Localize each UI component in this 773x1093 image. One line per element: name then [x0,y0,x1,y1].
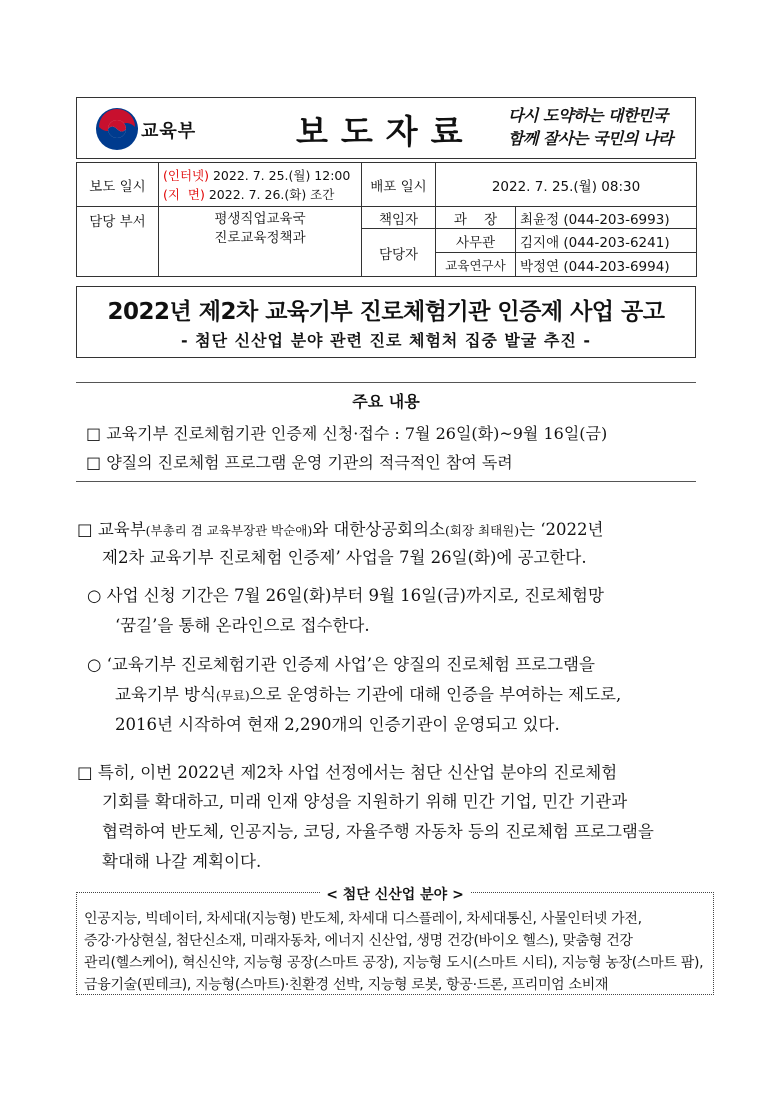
tech-field-line-3: 관리(헬스케어), 혁신신약, 지능형 공장(스마트 공장), 지능형 도시(스마트 시티), 지능형 농장(스마트 팜), [84,955,704,971]
p1-text-d: (회장 최태원) [445,523,520,538]
release-info-table [76,162,697,277]
paragraph-3-line-2 [115,681,621,705]
responsible-label: 책임자 [362,207,436,229]
summary-item-2: □ 양질의 진로체험 프로그램 운영 기관의 적극적인 참여 독려 [86,453,513,472]
internet-tag: (인터넷) [163,167,209,183]
distribution-date: 2022. 7. 25.(월) 08:30 [436,163,697,207]
paragraph-2-line-1: ○ 사업 신청 기간은 7월 26일(화)부터 9월 16일(금)까지로, 진로체험망 [87,586,604,605]
tech-field-title-text: < 첨단 신산업 분야 > [320,887,470,903]
summary-item-1: □ 교육기부 진로체험기관 인증제 신청·접수 : 7월 26일(화)~9월 16일(금) [86,424,608,443]
summary-bottom-divider [76,481,696,482]
paragraph-4-line-2: 기회를 확대하고, 미래 인재 양성을 지원하기 위해 민간 기업, 민간 기관과 [102,792,628,811]
p3-text-c: 으로 운영하는 기관에 대해 인증을 부여하는 제도로, [249,685,622,704]
internet-date: 2022. 7. 25.(월) 12:00 [212,167,351,183]
contact-name-1: 최윤정 (044-203-6993) [516,207,697,229]
p3-text-a: 교육기부 방식 [115,685,216,704]
summary-title: 주요 내용 [352,392,420,411]
contact-title-2: 사무관 [436,229,516,253]
p1-text-a: □ 교육부 [77,520,146,539]
contact-title-3: 교육연구사 [436,253,516,277]
slogan-line-2: 함께 잘사는 국민의 나라 [508,129,673,148]
tech-field-line-2: 증강·가상현실, 첨단신소재, 미래자동차, 에너지 신산업, 생명 건강(바이오 헬스), 맞춤형 건강 [84,933,633,949]
contact-name-2: 김지애 (044-203-6241) [516,229,697,253]
paragraph-4-line-1: □ 특히, 이번 2022년 제2차 사업 선정에서는 첨단 신산업 분야의 진로체험 [77,763,618,782]
dept-name [159,207,362,277]
p3-text-b: (무료) [215,688,250,703]
contact-title-1: 과 장 [436,207,516,229]
paragraph-4-line-4: 확대해 나갈 계획이다. [102,852,262,871]
paragraph-3-line-1: ○ ‘교육기부 진로체험기관 인증제 사업’은 양질의 진로체험 프로그램을 [87,655,595,674]
tech-field-line-1: 인공지능, 빅데이터, 차세대(지능형) 반도체, 차세대 디스플레이, 차세대통신, 사물인터넷 가전, [84,911,642,927]
subheadline: - 첨단 신산업 분야 관련 진로 체험처 집중 발굴 추진 - [180,331,592,350]
release-date-label: 보도 일시 [77,163,159,207]
dept-line-1: 평생직업교육국 [214,211,306,227]
dept-label: 담당 부서 [77,207,159,277]
contact-label: 담당자 [362,229,436,277]
dept-line-2: 진로교육정책과 [214,230,306,246]
paragraph-1-line-1 [77,516,603,540]
paragraph-1-line-2: 제2차 교육기부 진로체험 인증제’ 사업을 7월 26일(화)에 공고한다. [102,548,587,567]
p1-text-c: 와 대한상공회의소 [312,520,445,539]
slogan-line-1: 다시 도약하는 대한민국 [508,106,668,125]
paper-tag: (지 면) [163,186,205,202]
summary-top-divider [76,382,696,383]
tech-field-title [76,884,714,904]
distribution-label: 배포 일시 [362,163,436,207]
ministry-name: 교육부 [141,121,197,142]
release-dates [159,163,362,207]
p1-text-e: 는 ‘2022년 [519,520,604,539]
contact-name-3: 박정연 (044-203-6994) [516,253,697,277]
p1-text-b: (부총리 겸 교육부장관 박순애) [145,523,313,538]
tech-field-line-4: 금융기술(핀테크), 지능형(스마트)·친환경 선박, 지능형 로봇, 항공·드론, 프리미엄 소비재 [84,977,609,993]
paragraph-2-line-2: ‘꿈길’을 통해 온라인으로 접수한다. [115,616,370,635]
ministry-logo-icon [95,107,139,151]
paragraph-3-line-3: 2016년 시작하여 현재 2,290개의 인증기관이 운영되고 있다. [115,715,560,734]
press-release-title: 보도자료 [296,112,476,151]
paper-date: 2022. 7. 26.(화) 조간 [208,186,335,202]
paragraph-4-line-3: 협력하여 반도체, 인공지능, 코딩, 자율주행 자동차 등의 진로체험 프로그램을 [102,822,654,841]
headline: 2022년 제2차 교육기부 진로체험기관 인증제 사업 공고 [107,299,665,325]
